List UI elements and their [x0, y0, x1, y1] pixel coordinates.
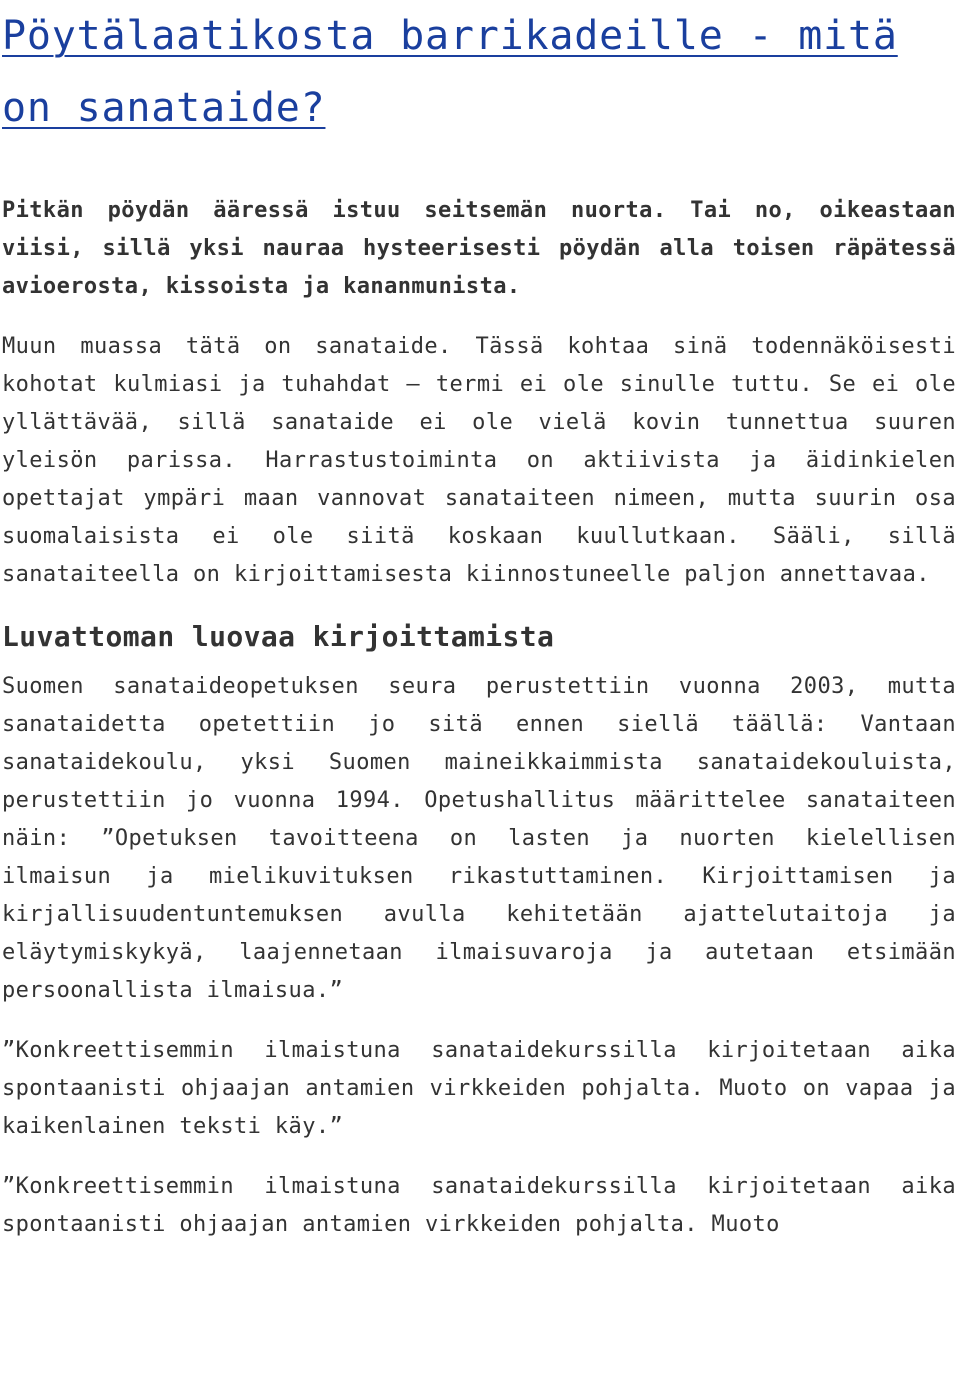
article-paragraph-3: ”Konkreettisemmin ilmaistuna sanataidekurssilla kirjoitetaan aika spontaanisti ohjaajan antamien virkkeiden pohjalta. Muoto on vapaa ja kaikenlainen teksti käy.”: [2, 1038, 956, 1139]
article-title-link[interactable]: Pöytälaatikosta barrikadeille - mitä on sanataide?: [2, 13, 898, 131]
article-paragraph-1: Muun muassa tätä on sanataide. Tässä kohtaa sinä todennäköisesti kohotat kulmiasi ja tuhahdat – termi ei ole sinulle tuttu. Se ei ole yllättävää, sillä sanataide ei ole vielä kovin tunnettua suuren yleisön parissa. Harrastustoiminta on aktiivista ja äidinkielen opettajat ympäri maan vannovat sanataiteen nimeen, mutta suurin osa suomalaisista ei ole siitä koskaan kuullutkaan. Sääli, sillä sanataiteella on kirjoittamisesta kiinnostuneelle paljon annettavaa.: [2, 334, 956, 587]
article-lead: Pitkän pöydän ääressä istuu seitsemän nuorta. Tai no, oikeastaan viisi, sillä yksi nauraa hysteerisesti pöydän alla toisen räpätessä avioerosta, kissoista ja kananmunista.: [2, 198, 956, 299]
article: [2, 0, 956, 1244]
article-title: [2, 0, 956, 144]
section-heading: Luvattoman luovaa kirjoittamista: [2, 620, 555, 653]
article-paragraph-2: Suomen sanataideopetuksen seura perustettiin vuonna 2003, mutta sanataidetta opetettiin jo sitä ennen siellä täällä: Vantaan sanataidekoulu, yksi Suomen maineikkaimmista sanataidekouluista, perustettiin jo vuonna 1994. Opetushallitus määrittelee sanataiteen näin: ”Opetuksen tavoitteena on lasten ja nuorten kielellisen ilmaisun ja mielikuvituksen rikastuttaminen. Kirjoittamisen ja kirjallisuudentuntemuksen avulla kehitetään ajattelutaitoja ja eläytymiskykyä, laajennetaan ilmaisuvaroja ja autetaan etsimään persoonallista ilmaisua.”: [2, 674, 956, 1003]
article-paragraph-4: ”Konkreettisemmin ilmaistuna sanataidekurssilla kirjoitetaan aika spontaanisti ohjaajan antamien virkkeiden pohjalta. Muoto: [2, 1174, 956, 1237]
